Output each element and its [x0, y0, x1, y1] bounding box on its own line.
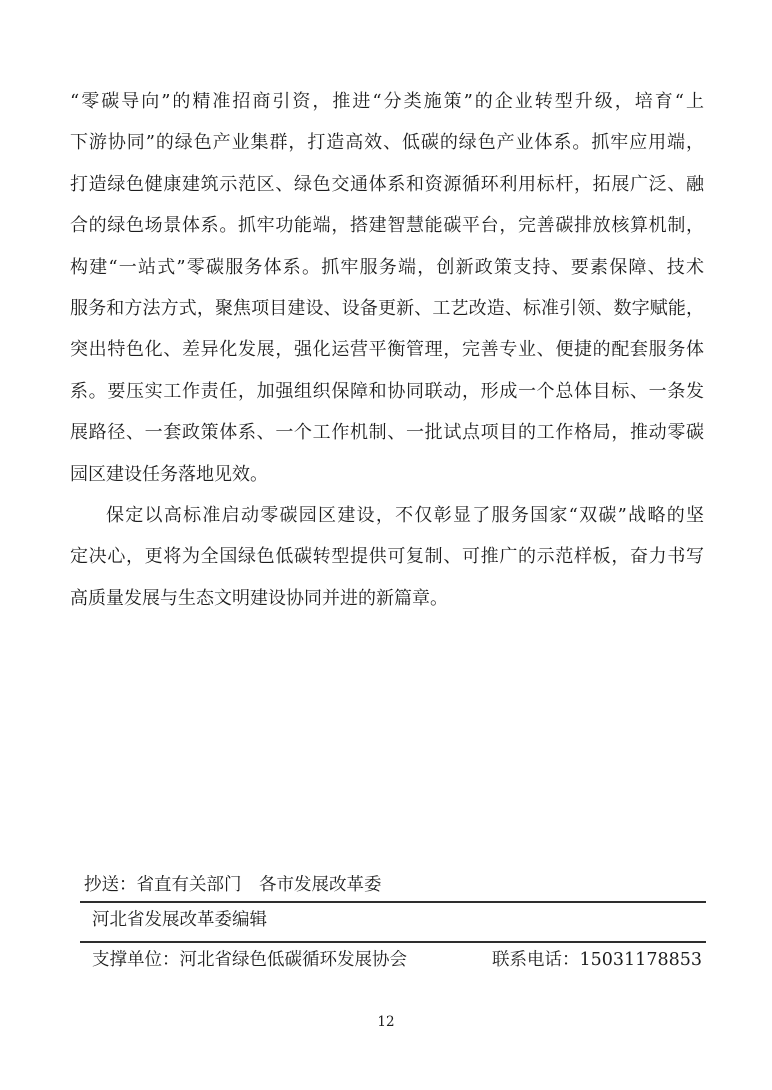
document-body — [70, 81, 704, 619]
body-text-line: 展路径、一套政策体系、一个工作机制、一批试点项目的工作格局，推动零碳 — [70, 422, 704, 444]
body-text-line: 服务和方法方式，聚焦项目建设、设备更新、工艺改造、标准引领、数字赋能， — [70, 298, 704, 320]
body-text-line: 构建“一站式”零碳服务体系。抓牢服务端，创新政策支持、要素保障、技术 — [70, 256, 704, 278]
body-text-line: 下游协同”的绿色产业集群，打造高效、低碳的绿色产业体系。抓牢应用端， — [70, 132, 704, 154]
footer-support-row — [80, 949, 706, 971]
footer-divider-top — [80, 901, 706, 903]
body-text-line: 高质量发展与生态文明建设协同并进的新篇章。 — [70, 587, 448, 609]
body-text-line: 突出特色化、差异化发展，强化运营平衡管理，完善专业、便捷的配套服务体 — [70, 339, 704, 361]
footer-editor-line: 河北省发展改革委编辑 — [92, 910, 267, 930]
footer-cc-line: 抄送：省直有关部门 各市发展改革委 — [84, 875, 382, 895]
body-text-line: 园区建设任务落地见效。 — [70, 463, 268, 485]
body-text-line: “零碳导向”的精准招商引资，推进“分类施策”的企业转型升级，培育“上 — [70, 91, 704, 112]
footer-support-unit: 支撑单位：河北省绿色低碳循环发展协会 — [92, 950, 407, 970]
body-text-line: 合的绿色场景体系。抓牢功能端，搭建智慧能碳平台，完善碳排放核算机制， — [70, 215, 704, 237]
body-text-line: 保定以高标准启动零碳园区建设，不仅彰显了服务国家“双碳”战略的坚 — [106, 505, 704, 527]
footer-contact-phone: 联系电话：15031178853 — [492, 950, 702, 970]
page-number: 12 — [377, 1014, 395, 1030]
body-text-line: 系。要压实工作责任，加强组织保障和协同联动，形成一个总体目标、一条发 — [70, 380, 704, 402]
body-text-line: 打造绿色健康建筑示范区、绿色交通体系和资源循环利用标杆，拓展广泛、融 — [70, 173, 704, 195]
footer-divider-bottom — [80, 941, 706, 943]
body-text-line: 定决心，更将为全国绿色低碳转型提供可复制、可推广的示范样板，奋力书写 — [70, 546, 704, 568]
